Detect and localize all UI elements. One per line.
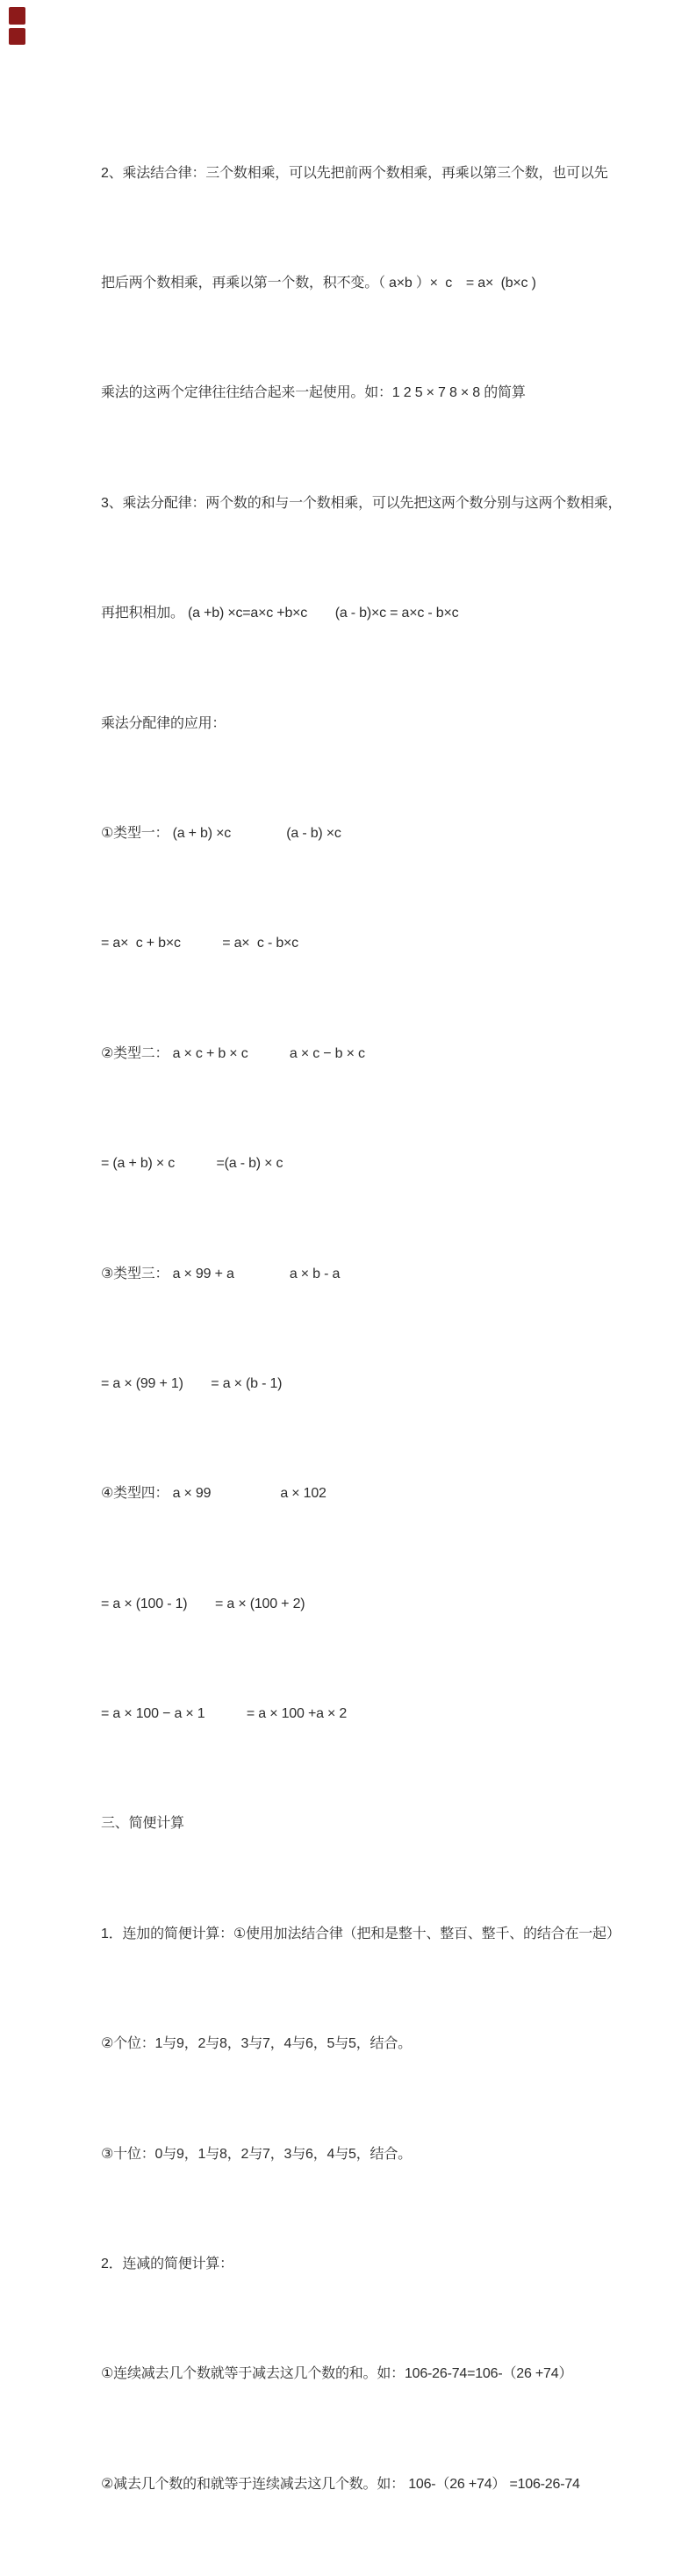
text-line-subtraction-rule-2: ②减去几个数的和就等于连续减去这几个数。如： 106-（26 +74） =106-26-74 [101,2476,580,2492]
text-line-addition-shortcut-units: ②个位：1与9，2与8，3与7，4与6，5与5，结合。 [101,2036,412,2052]
corner-marks [9,7,25,45]
text-line-type3-results: = a × (99 + 1) = a × (b - 1) [101,1375,283,1391]
text-line-type1-results: = a× c + b×c = a× c - b×c [101,936,298,951]
red-corner-mark-bottom [9,28,25,45]
text-line-addition-shortcut-tens: ③十位：0与9，1与8，2与7，3与6，4与5，结合。 [101,2146,412,2162]
text-line-type2-expressions: ②类型二： a × c + b × c a × c − b × c [101,1045,365,1061]
text-line-subtraction-shortcut-title: 2．连减的简便计算： [101,2257,233,2272]
text-line-distributive-application-title: 乘法分配律的应用： [101,715,226,731]
text-line-type2-results: = (a + b) × c =(a - b) × c [101,1156,283,1172]
text-line-distributive-2: 再把积相加。 (a +b) ×c=a×c +b×c (a - b)×c = a×c - b×c [101,606,459,621]
text-line-type4-results-2: = a × 100 − a × 1 = a × 100 +a × 2 [101,1706,348,1722]
text-line-type4-expressions: ④类型四： a × 99 a × 102 [101,1486,326,1502]
text-line-associative-example: 乘法的这两个定律往往结合起来一起使用。如：1 2 5 × 7 8 × 8 的简算 [101,385,526,401]
text-line-subtraction-rule-1: ①连续减去几个数就等于减去这几个数的和。如：106-26-74=106-（26 +74） [101,2366,573,2382]
text-line-section3-heading: 三、简便计算 [101,1816,184,1832]
text-line-addition-shortcut-1: 1．连加的简便计算：①使用加法结合律（把和是整十、整百、整千、的结合在一起） [101,1926,621,1941]
text-line-type1-expressions: ①类型一： (a + b) ×c (a - b) ×c [101,825,341,841]
text-line-multiplication-associative-2: 把后两个数相乘，再乘以第一个数，积不变。（ a×b ）× c = a× (b×c ) [101,275,536,291]
text-line-type4-results-1: = a × (100 - 1) = a × (100 + 2) [101,1596,305,1611]
text-line-distributive-1: 3、乘法分配律：两个数的和与一个数相乘，可以先把这两个数分别与这两个数相乘， [101,495,622,511]
text-line-type3-expressions: ③类型三： a × 99 + a a × b - a [101,1266,341,1281]
red-corner-mark-top [9,7,25,25]
document-body [101,82,663,2576]
text-line-multiplication-associative-1: 2、乘法结合律：三个数相乘，可以先把前两个数相乘，再乘以第三个数，也可以先 [101,165,608,181]
